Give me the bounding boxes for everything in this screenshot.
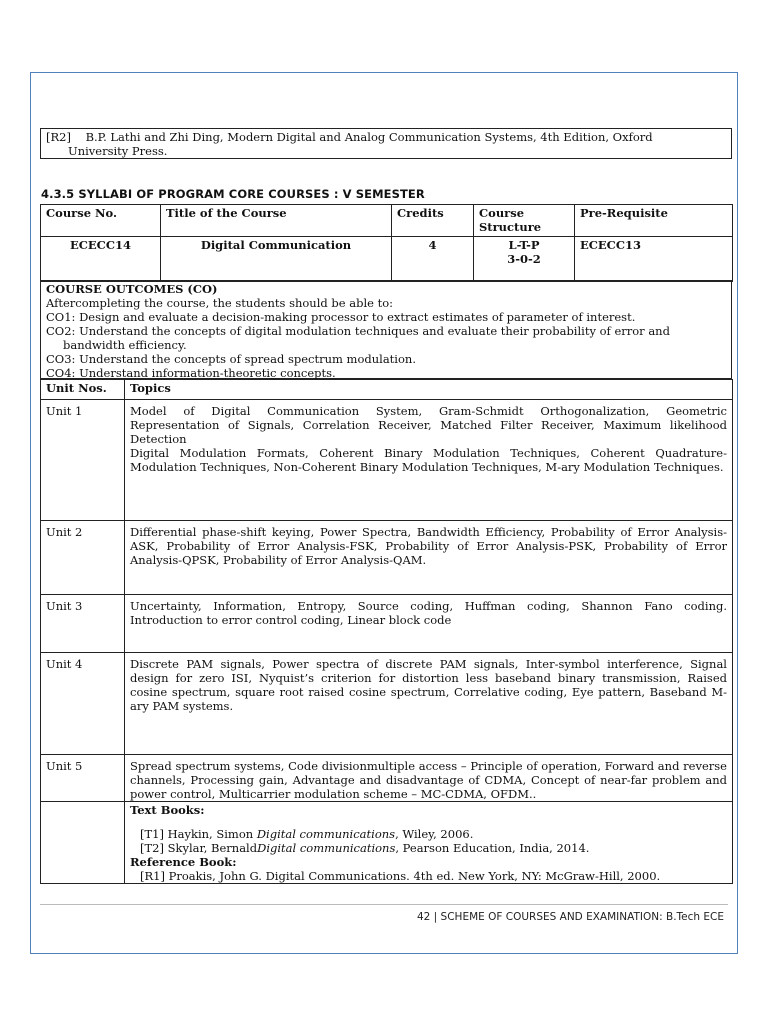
unit-topics-text: Digital Modulation Formats, Coherent Binary Modulation Techniques, Coherent Quadrature-Modulation Techniques, Non-Coherent Binary Modulation Techniques, M-ary Modulation Techniques. — [130, 446, 727, 474]
unit-topics-text: Spread spectrum systems, Code divisionmultiple access – Principle of operation, Forward and reverse channels, Processing gain, Advantage and disadvantage of CDMA, Concept of near-far problem and power control, Multicarrier modulation scheme – MC-CDMA, OFDM.. — [130, 759, 727, 801]
header-topics: Topics — [125, 380, 733, 400]
co1: CO1: Design and evaluate a decision-making processor to extract estimates of parameter of interest. — [46, 310, 636, 324]
unit-row — [41, 521, 733, 595]
reference-r2-tag: [R2] — [46, 130, 71, 144]
books-empty-cell — [41, 802, 125, 884]
reference-r2-continuation: University Press. — [68, 144, 168, 158]
reference-book-heading: Reference Book: — [130, 855, 237, 869]
books-row — [41, 802, 733, 884]
unit-topics-text: Differential phase-shift keying, Power Spectra, Bandwidth Efficiency, Probability of Error Analysis-ASK, Probability of Error Analysis-FSK, Probability of Error Analysis-PSK, Probability of Error Analysis-QPSK, Probability of Error Analysis-QAM. — [130, 525, 727, 567]
co2: CO2: Understand the concepts of digital modulation techniques and evaluate their probability of error and — [46, 324, 670, 338]
unit-topics — [125, 400, 733, 521]
footer-text: 42 | SCHEME OF COURSES AND EXAMINATION: B.Tech ECE — [416, 911, 724, 923]
course-table-row — [41, 237, 733, 282]
header-credits: Credits — [392, 205, 474, 237]
unit-name: Unit 4 — [41, 653, 125, 755]
reference-r2-text: B.P. Lathi and Zhi Ding, Modern Digital and Analog Communication Systems, 4th Edition, Oxford — [85, 130, 653, 144]
section-heading: 4.3.5 SYLLABI OF PROGRAM CORE COURSES : V SEMESTER — [41, 187, 425, 201]
header-prereq: Pre-Requisite — [575, 205, 733, 237]
unit-row — [41, 755, 733, 802]
header-unit-nos: Unit Nos. — [41, 380, 125, 400]
t2-title: Digital communications — [257, 841, 396, 855]
co2-continuation: bandwidth efficiency. — [63, 338, 187, 352]
course-ltp-values: 3-0-2 — [507, 252, 541, 266]
unit-name: Unit 1 — [41, 400, 125, 521]
course-credits: 4 — [392, 237, 474, 282]
course-no: ECECC14 — [41, 237, 161, 282]
t2-prefix: [T2] Skylar, Bernald — [140, 841, 258, 855]
course-title: Digital Communication — [161, 237, 392, 282]
header-structure — [474, 205, 575, 237]
unit-name: Unit 5 — [41, 755, 125, 802]
unit-name: Unit 3 — [41, 595, 125, 653]
co-intro: Aftercompleting the course, the students should be able to: — [46, 296, 393, 310]
units-table — [40, 379, 733, 884]
text-book-t2 — [130, 841, 727, 855]
text-book-t1 — [130, 827, 727, 841]
unit-topics — [125, 653, 733, 755]
co-title: COURSE OUTCOMES (CO) — [46, 282, 218, 296]
header-structure-line2: Structure — [479, 220, 542, 234]
text-books-heading: Text Books: — [130, 803, 205, 817]
books-cell — [125, 802, 733, 884]
course-prereq: ECECC13 — [575, 237, 733, 282]
co3: CO3: Understand the concepts of spread spectrum modulation. — [46, 352, 416, 366]
t1-suffix: , Wiley, 2006. — [395, 827, 474, 841]
course-ltp: L-T-P — [508, 238, 540, 252]
header-title: Title of the Course — [161, 205, 392, 237]
units-table-header — [41, 380, 733, 400]
footer-divider — [40, 904, 728, 905]
t1-prefix: [T1] Haykin, Simon — [140, 827, 257, 841]
unit-topics-text: Uncertainty, Information, Entropy, Source coding, Huffman coding, Shannon Fano coding. Introduction to error control coding, Linear block code — [130, 599, 727, 627]
header-course-no: Course No. — [41, 205, 161, 237]
t1-title: Digital communications — [256, 827, 396, 841]
co4: CO4: Understand information-theoretic concepts. — [46, 366, 336, 380]
course-table-header — [41, 205, 733, 237]
header-structure-line1: Course — [479, 206, 525, 220]
course-structure — [474, 237, 575, 282]
course-outcomes — [40, 280, 732, 379]
unit-row — [41, 653, 733, 755]
unit-topics-text: Discrete PAM signals, Power spectra of discrete PAM signals, Inter-symbol interference, Signal design for zero ISI, Nyquist’s criterion for distortion less baseband binary transmission, Raised cosine spectrum, square root raised cosine spectrum, Correlative coding, Eye pattern, Baseband M-ary PAM systems. — [130, 657, 727, 713]
unit-row — [41, 595, 733, 653]
unit-topics — [125, 595, 733, 653]
unit-topics — [125, 521, 733, 595]
unit-topics — [125, 755, 733, 802]
reference-r2 — [40, 128, 732, 159]
course-table — [40, 204, 733, 282]
unit-name: Unit 2 — [41, 521, 125, 595]
t2-suffix: , Pearson Education, India, 2014. — [395, 841, 590, 855]
unit-row — [41, 400, 733, 521]
unit-topics-text: Model of Digital Communication System, Gram-Schmidt Orthogonalization, Geometric Representation of Signals, Correlation Receiver, Matched Filter Receiver, Maximum likelihood Detection — [130, 404, 727, 446]
reference-book-r1: [R1] Proakis, John G. Digital Communications. 4th ed. New York, NY: McGraw-Hill, 2000. — [140, 869, 661, 883]
